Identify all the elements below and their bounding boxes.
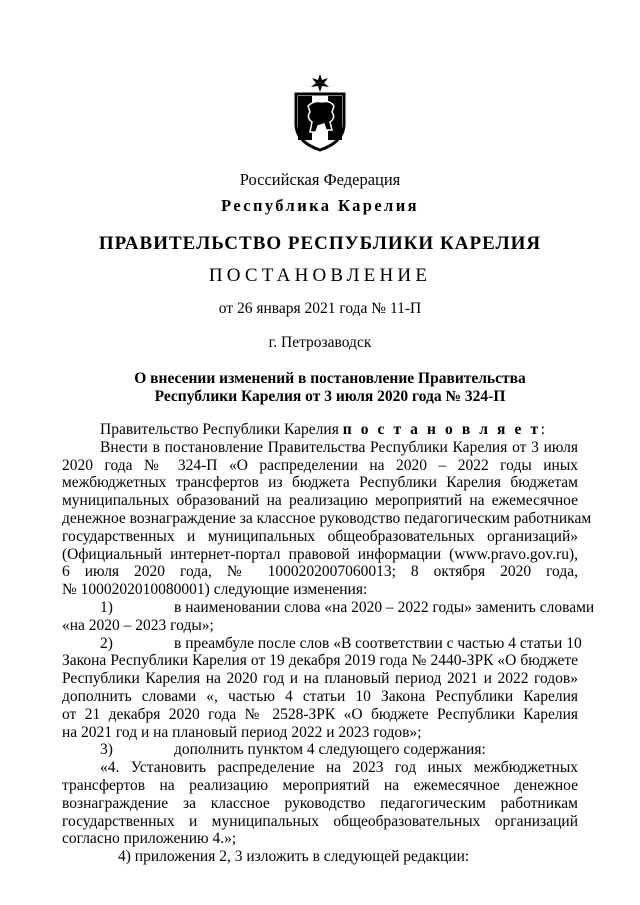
- item-1: [62, 598, 595, 617]
- body-line: дополнить словами «, частью 4 статьи 10 Закона Республики Карелия: [62, 687, 578, 705]
- country-name: Российская Федерация: [239, 170, 401, 189]
- item-3: [62, 741, 578, 759]
- document-title-line: О внесении изменений в постановление Правительства: [134, 370, 526, 387]
- body-line: согласно приложению 4.»;: [62, 830, 237, 848]
- body-line: «на 2020 – 2023 годы»;: [62, 616, 214, 634]
- body-line: межбюджетных трансфертов из бюджета Республики Карелия бюджетам: [62, 474, 578, 492]
- body-line: 6 июля 2020 года, № 1000202007060013; 8 октября 2020 года,: [62, 563, 578, 581]
- item-text: в наименовании слова «на 2020 – 2022 годы» заменить словами: [174, 598, 595, 616]
- body-line: 2020 года № 324-П «О распределении на 2020 – 2022 годы иных: [62, 456, 578, 474]
- preamble-lead: Правительство Республики Карелия: [100, 421, 343, 438]
- body-line: на 2021 год и на плановый период 2022 и 2023 годов»;: [62, 723, 422, 741]
- body-line: государственных и муниципальных общеобразовательных организаций: [62, 812, 578, 830]
- item-4: 4) приложения 2, 3 изложить в следующей редакции:: [118, 848, 470, 866]
- item-2: [62, 634, 582, 653]
- item-number: 1): [100, 598, 113, 616]
- item-number: 3): [100, 741, 113, 759]
- document-body: [62, 421, 595, 866]
- body-line: от 21 декабря 2020 года № 2528-ЗРК «О бюджете Республики Карелия: [62, 705, 578, 723]
- body-line: трансфертов на реализацию мероприятий на ежемесячное денежное: [62, 776, 578, 794]
- item-text: в преамбуле после слов «В соответствии с частью 4 статьи 10: [174, 634, 582, 652]
- preamble-colon: :: [540, 421, 545, 438]
- body-line: Республики Карелия на 2020 год и на плановый период 2021 и 2022 годов»: [62, 670, 578, 688]
- body-line: № 1000202010080001) следующие изменения:: [62, 581, 368, 599]
- item-number: 2): [100, 634, 113, 652]
- karelia-coat-of-arms-emblem: [288, 72, 352, 152]
- body-line: «4. Установить распределение на 2023 год иных межбюджетных: [100, 759, 578, 777]
- resolves-word: п о с т а н о в л я е т: [342, 421, 541, 438]
- document-type: ПОСТАНОВЛЕНИЕ: [208, 265, 432, 286]
- preamble: [62, 421, 578, 439]
- republic-name: Республика Карелия: [221, 196, 419, 215]
- body-line: муниципальных образований на реализацию мероприятий на ежемесячное: [62, 492, 578, 510]
- document-date-number: от 26 января 2021 года № 11-П: [218, 300, 422, 317]
- body-line: Внести в постановление Правительства Республики Карелия от 3 июля: [100, 438, 578, 456]
- body-line: (Официальный интернет-портал правовой информации (www.pravo.gov.ru),: [62, 545, 578, 563]
- body-line: денежное вознаграждение за классное руководство педагогическим работникам: [62, 509, 592, 527]
- body-line: государственных и муниципальных общеобразовательных организаций»: [62, 527, 578, 545]
- item-text: дополнить пунктом 4 следующего содержания:: [174, 741, 486, 759]
- body-line: Закона Республики Карелия от 19 декабря 2019 года № 2440-ЗРК «О бюджете: [62, 652, 578, 670]
- document-city: г. Петрозаводск: [268, 334, 372, 351]
- document-title-line: Республики Карелия от 3 июля 2020 года № 324-П: [154, 388, 506, 405]
- government-name: ПРАВИТЕЛЬСТВО РЕСПУБЛИКИ КАРЕЛИЯ: [98, 233, 542, 254]
- body-line: вознаграждение за классное руководство педагогическим работникам: [62, 794, 578, 812]
